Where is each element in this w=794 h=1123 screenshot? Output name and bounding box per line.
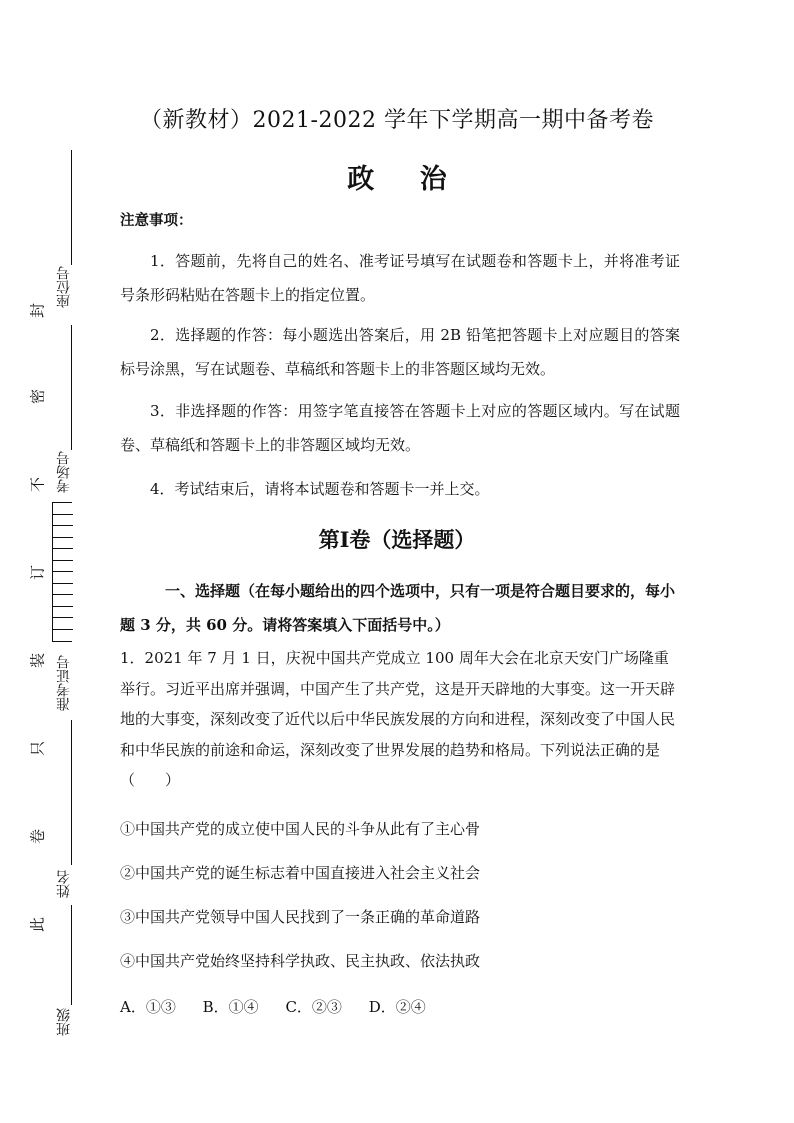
notice-item-2: 2．选择题的作答：每小题选出答案后，用 2B 铅笔把答题卡上对应题目的答案标号涂黑，写在试题卷、草稿纸和答题卡上的非答题区域均无效。 (120, 326, 680, 378)
seal-char-6: 只 (28, 741, 47, 757)
statement-3: ③中国共产党领导中国人民找到了一条正确的革命道路 (120, 908, 481, 926)
notice-item-1: 1．答题前，先将自己的姓名、准考证号填写在试题卷和答题卡上，并将准考证号条形码粘贴在答题卡上的指定位置。 (120, 252, 680, 304)
notice-item-4: 4．考试结束后，请将本试题卷和答题卡一并上交。 (150, 480, 490, 498)
binding-line-4 (71, 905, 72, 1005)
statement-2: ②中国共产党的诞生标志着中国直接进入社会主义社会 (120, 864, 481, 882)
class-label: 班级 (56, 1008, 72, 1036)
binding-line-2 (71, 325, 72, 450)
section-title: 第Ⅰ卷（选择题） (318, 527, 476, 552)
seal-char-2: 密 (28, 389, 47, 405)
question-1-stem: 1．2021 年 7 月 1 日，庆祝中国共产党成立 100 周年大会在北京天安门广场隆重举行。习近平出席并强调，中国产生了共产党，这是开天辟地的大事变。这一开天辟地的大事变，深刻改变了近代以后中华民族发展的方向和进程，深刻改变了中国人民和中华民族的前途和命运，深刻改变了世界发展的趋势和格局。下列说法正确的是（ ） (120, 649, 676, 789)
choice-c: C．②③ (285, 998, 342, 1016)
section-instruction: 一、选择题（在每小题给出的四个选项中，只有一项是符合题目要求的，每小题 3 分，共 60 分。请将答案填入下面括号中。） (120, 582, 676, 634)
choice-a: A．①③ (120, 998, 176, 1016)
ticket-number-boxes (52, 502, 72, 642)
exam-title: （新教材）2021-2022 学年下学期高一期中备考卷 (140, 108, 654, 133)
notice-heading: 注意事项： (120, 212, 193, 229)
seal-char-5: 装 (28, 653, 47, 669)
statement-1: ①中国共产党的成立使中国人民的斗争从此有了主心骨 (120, 820, 481, 838)
choice-b: B．①④ (202, 998, 259, 1016)
seat-number-label: 座位号 (56, 266, 72, 308)
seal-char-4: 订 (28, 565, 47, 581)
name-label: 姓名 (56, 870, 72, 898)
seal-char-3: 不 (28, 477, 47, 493)
answer-choices (120, 996, 448, 1017)
choice-d: D．②④ (368, 998, 426, 1016)
notice-item-3: 3．非选择题的作答：用签字笔直接答在答题卡上对应的答题区域内。写在试题卷、草稿纸和答题卡上的非答题区域均无效。 (120, 402, 680, 454)
seal-char-7: 卷 (28, 829, 47, 845)
seal-char-1: 封 (28, 303, 47, 319)
subject-title: 政 治 (347, 164, 465, 195)
exam-room-label: 考场号 (56, 451, 72, 493)
seal-char-8: 此 (28, 917, 47, 933)
statement-4: ④中国共产党始终坚持科学执政、民主执政、依法执政 (120, 952, 481, 970)
binding-line-3 (71, 720, 72, 865)
ticket-number-label: 准考证号 (56, 655, 72, 711)
